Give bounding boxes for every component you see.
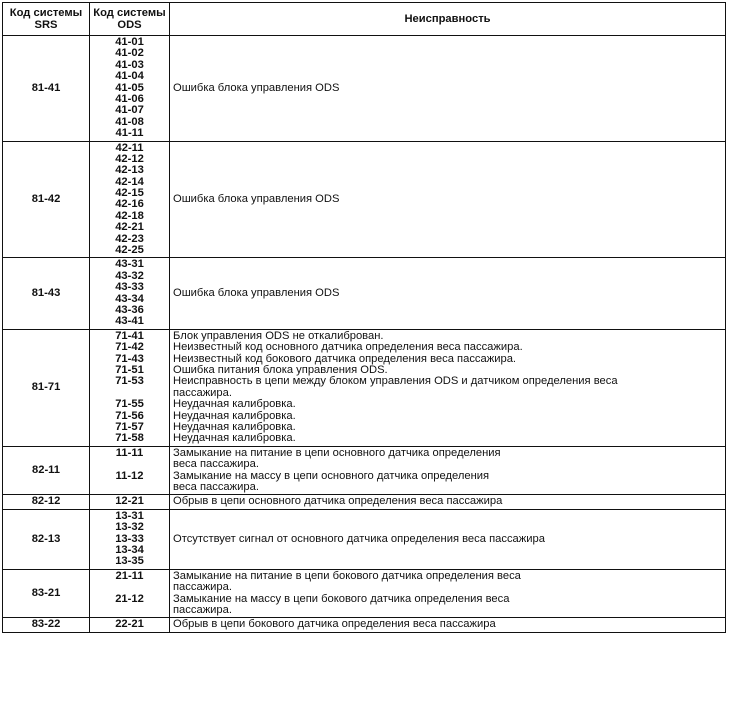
fault-description-line: Неудачная калибровка. xyxy=(173,398,296,411)
fault-description-line: веса пассажира. xyxy=(173,458,259,471)
fault-description: Ошибка блока управления ODS xyxy=(173,81,340,94)
fault-description-cell xyxy=(170,141,726,258)
ods-code: 42-16 xyxy=(115,198,144,211)
ods-code: 42-11 xyxy=(115,141,144,154)
srs-code-cell: 82-13 xyxy=(3,509,90,569)
ods-code: 71-41 xyxy=(115,329,144,342)
fault-description-cell xyxy=(170,569,726,618)
ods-code: 13-35 xyxy=(115,555,144,568)
fault-description: Ошибка блока управления ODS xyxy=(173,192,340,205)
fault-description-line: пассажира. xyxy=(173,604,232,617)
ods-code-cell xyxy=(90,36,170,142)
ods-code-cell xyxy=(90,569,170,618)
fault-description-line: Замыкание на питание в цепи основного датчика определения xyxy=(173,446,501,459)
header-fault: Неисправность xyxy=(170,3,726,36)
ods-code: 43-32 xyxy=(115,269,144,282)
fault-description-cell xyxy=(170,446,726,495)
fault-description-cell xyxy=(170,495,726,509)
table-row xyxy=(3,258,726,329)
fault-description-line: Неизвестный код бокового датчика определения веса пассажира. xyxy=(173,352,517,365)
ods-code: 21-12 xyxy=(115,592,144,605)
ods-code: 41-07 xyxy=(115,104,144,117)
header-srs: Код системы SRS xyxy=(3,3,90,36)
ods-code: 21-11 xyxy=(115,569,144,582)
ods-code: 71-55 xyxy=(115,398,144,411)
fault-description-line: Неудачная калибровка. xyxy=(173,432,296,445)
ods-code: 12-21 xyxy=(115,495,144,508)
ods-code: 41-06 xyxy=(115,92,144,105)
ods-code: 41-11 xyxy=(115,127,144,140)
srs-code-cell: 81-43 xyxy=(3,258,90,329)
fault-description-line: веса пассажира. xyxy=(173,481,259,494)
ods-code-cell xyxy=(90,329,170,446)
fault-description-line: пассажира. xyxy=(173,386,232,399)
table-row xyxy=(3,329,726,446)
ods-code-cell xyxy=(90,446,170,495)
ods-code: 13-31 xyxy=(115,509,144,522)
ods-code xyxy=(93,459,166,470)
ods-code: 42-23 xyxy=(115,232,144,245)
ods-code: 43-33 xyxy=(115,281,144,294)
fault-description-line: Неудачная калибровка. xyxy=(173,409,296,422)
table-row xyxy=(3,446,726,495)
ods-code: 41-01 xyxy=(115,36,144,48)
ods-code-cell xyxy=(90,495,170,509)
ods-code: 43-41 xyxy=(115,315,144,328)
fault-description-line: Неизвестный код основного датчика определения веса пассажира. xyxy=(173,341,523,354)
fault-code-table xyxy=(2,2,726,633)
srs-code-cell: 81-41 xyxy=(3,36,90,142)
ods-code: 13-32 xyxy=(115,521,144,534)
ods-code: 42-18 xyxy=(115,209,144,222)
fault-description: Обрыв в цепи основного датчика определения веса пассажира xyxy=(173,495,503,508)
ods-code xyxy=(93,605,166,616)
fault-description: Отсутствует сигнал от основного датчика определения веса пассажира xyxy=(173,532,545,545)
fault-description-cell xyxy=(170,36,726,142)
ods-code xyxy=(93,582,166,593)
ods-code: 43-31 xyxy=(115,258,144,271)
table-row xyxy=(3,36,726,142)
fault-description-line: Блок управления ODS не откалиброван. xyxy=(173,329,384,342)
table-row xyxy=(3,495,726,509)
table-row xyxy=(3,141,726,258)
ods-code: 42-21 xyxy=(115,221,144,234)
ods-code-cell xyxy=(90,258,170,329)
ods-code: 42-15 xyxy=(115,187,144,200)
fault-description-line: Замыкание на питание в цепи бокового датчика определения веса xyxy=(173,569,521,582)
srs-code-cell: 83-21 xyxy=(3,569,90,618)
ods-code: 71-58 xyxy=(115,432,144,445)
ods-code: 42-13 xyxy=(115,164,144,177)
fault-description-cell xyxy=(170,509,726,569)
table-row xyxy=(3,618,726,632)
fault-description-line: пассажира. xyxy=(173,581,232,594)
ods-code: 11-12 xyxy=(115,469,144,482)
ods-code: 43-34 xyxy=(115,292,144,305)
srs-code-cell: 81-42 xyxy=(3,141,90,258)
ods-code-cell xyxy=(90,509,170,569)
fault-description: Ошибка блока управления ODS xyxy=(173,286,340,299)
ods-code: 43-36 xyxy=(115,303,144,316)
ods-code: 13-34 xyxy=(115,544,144,557)
ods-code: 71-53 xyxy=(115,375,144,388)
fault-description-cell xyxy=(170,618,726,632)
ods-code: 13-33 xyxy=(115,532,144,545)
header-row xyxy=(3,3,726,36)
ods-code: 42-14 xyxy=(115,175,144,188)
srs-code-cell: 82-12 xyxy=(3,495,90,509)
ods-code: 71-42 xyxy=(115,341,144,354)
srs-code-cell: 81-71 xyxy=(3,329,90,446)
fault-description-line: Замыкание на массу в цепи основного датчика определения xyxy=(173,469,490,482)
ods-code: 22-21 xyxy=(115,618,144,631)
header-ods: Код системы ODS xyxy=(90,3,170,36)
fault-description-line: Замыкание на массу в цепи бокового датчика определения веса xyxy=(173,592,510,605)
ods-code: 41-03 xyxy=(115,58,144,71)
ods-code: 71-43 xyxy=(115,352,144,365)
fault-description-cell xyxy=(170,258,726,329)
ods-code-cell xyxy=(90,141,170,258)
ods-code xyxy=(93,482,166,493)
ods-code: 71-51 xyxy=(115,363,144,376)
ods-code: 71-56 xyxy=(115,409,144,422)
fault-description-cell xyxy=(170,329,726,446)
fault-description-line: Неудачная калибровка. xyxy=(173,421,296,434)
fault-description-line: Неисправность в цепи между блоком управления ODS и датчиком определения веса xyxy=(173,375,618,388)
srs-code-cell: 82-11 xyxy=(3,446,90,495)
ods-code: 42-25 xyxy=(115,244,144,257)
ods-code-cell xyxy=(90,618,170,632)
table-row xyxy=(3,509,726,569)
ods-code: 41-05 xyxy=(115,81,144,94)
fault-description: Обрыв в цепи бокового датчика определения веса пассажира xyxy=(173,618,496,631)
ods-code: 42-12 xyxy=(115,152,144,165)
ods-code: 41-02 xyxy=(115,47,144,60)
ods-code: 41-08 xyxy=(115,115,144,128)
ods-code: 11-11 xyxy=(115,446,144,459)
srs-code-cell: 83-22 xyxy=(3,618,90,632)
ods-code: 71-57 xyxy=(115,420,144,433)
fault-description-line: Ошибка питания блока управления ODS. xyxy=(173,363,388,376)
ods-code: 41-04 xyxy=(115,70,144,83)
table-row xyxy=(3,569,726,618)
